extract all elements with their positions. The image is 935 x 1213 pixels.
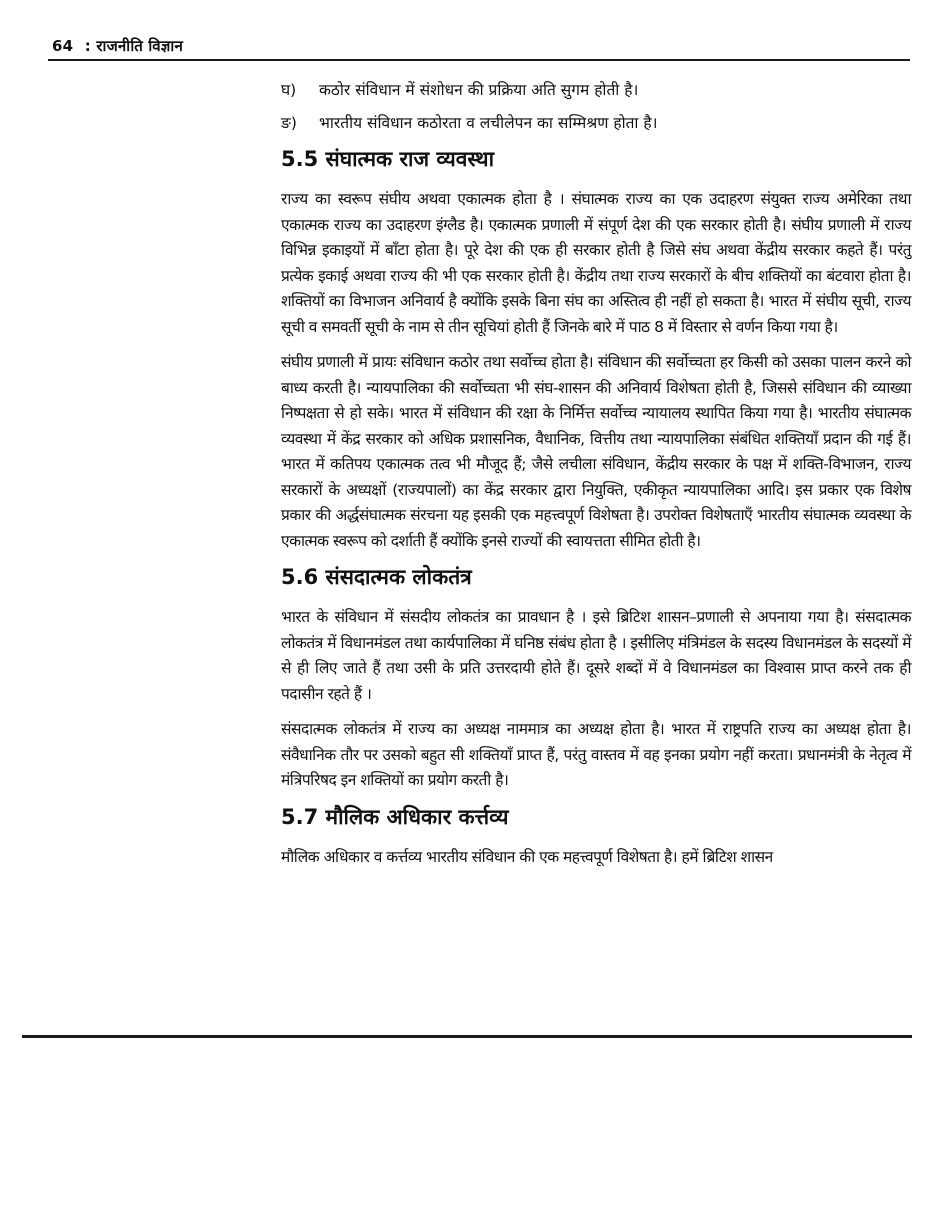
section-heading-5-5: 5.5 संघात्मक राज व्यवस्था [281,147,495,171]
list-item [281,113,911,133]
section-heading-5-6: 5.6 संसदात्मक लोकतंत्र [281,565,472,589]
list-text: भारतीय संविधान कठोरता व लचीलेपन का सम्मिश्रण होता है। [319,114,658,132]
page-body [281,80,911,880]
book-title: राजनीति विज्ञान [96,37,184,55]
paragraph: राज्य का स्वरूप संघीय अथवा एकात्मक होता है । संघात्मक राज्य का एक उदाहरण संयुक्त राज्य अमेरिका तथा एकात्मक राज्य का उदाहरण इंग्लैड है। एकात्मक प्रणाली में संपूर्ण देश की एक सरकार होती है। संघीय प्रणाली में राज्य विभिन्न इकाइयों में बाँटा होता है। पूरे देश की एक ही सरकार होती है जिसे संघ अथवा केंद्रीय सरकार कहते हैं। परंतु प्रत्येक इकाई अथवा राज्य की भी एक सरकार होती है। केंद्रीय तथा राज्य सरकारों के बीच शक्तियों का बंटवारा होता है। शक्तियों का विभाजन अनिवार्य है क्योंकि इसके बिना संघ का अस्तित्व ही नहीं हो सकता है। भारत में संघीय सूची, राज्य सूची व समवर्ती सूची के नाम से तीन सूचियां होती हैं जिनके बारे में पाठ 8 में विस्तार से वर्णन किया गया है। [281,190,911,336]
section-heading-5-7: 5.7 मौलिक अधिकार कर्त्तव्य [281,804,509,829]
paragraph: संघीय प्रणाली में प्रायः संविधान कठोर तथा सर्वोच्च होता है। संविधान की सर्वोच्चता हर किसी को उसका पालन करने को बाध्य करती है। न्यायपालिका की सर्वोच्चता भी संघ-शासन की अनिवार्य विशेषता होती है, जिससे संविधान की व्याख्या निष्पक्षता से हो सके। भारत में संविधान की रक्षा के निर्मित्त सर्वोच्च न्यायालय स्थापित किया गया है। भारतीय संघात्मक व्यवस्था में केंद्र सरकार को अधिक प्रशासनिक, वैधानिक, वित्तीय तथा न्यायपालिका संबंधित शक्तियाँ प्रदान की गई हैं। भारत में कतिपय एकात्मक तत्व भी मौजूद हैं; जैसे लचीला संविधान, केंद्रीय सरकार के पक्ष में शक्ति-विभाजन, राज्य सरकारों के अध्यक्षों (राज्यपालों) का केंद्र सरकार द्वारा नियुक्ति, एकीकृत न्यायपालिका आदि। इस प्रकार एक विशेष प्रकार की अर्द्धसंघात्मक संरचना यह इसकी एक महत्त्वपूर्ण विशेषता है। उपरोक्त विशेषताएँ भारतीय संघात्मक व्यवस्था के एकात्मक स्वरूप को दर्शाती हैं क्योंकि इनसे राज्यों की स्वायत्तता सीमित होती है। [281,353,911,550]
header-rule [48,59,910,61]
page-number: 64 [52,37,74,55]
list-text: कठोर संविधान में संशोधन की प्रक्रिया अति सुगम होती है। [319,81,639,99]
paragraph: भारत के संविधान में संसदीय लोकतंत्र का प्रावधान है । इसे ब्रिटिश शासन–प्रणाली से अपनाया गया है। संसदात्मक लोकतंत्र में विधानमंडल तथा कार्यपालिका में घनिष्ठ संबंध होता है । इसीलिए मंत्रिमंडल के सदस्य विधानमंडल के सदस्यों में से ही लिए जाते हैं तथा उसी के प्रति उत्तरदायी होते हैं। दूसरे शब्दों में वे विधानमंडल का विश्वास प्राप्त करने तक ही पदासीन रहते हैं । [281,608,911,703]
header-separator: : [84,37,91,55]
paragraph: मौलिक अधिकार व कर्त्तव्य भारतीय संविधान की एक महत्त्वपूर्ण विशेषता है। हमें ब्रिटिश शासन [281,847,773,866]
list-marker: घ) [281,81,297,99]
list-item [281,80,911,100]
paragraph: संसदात्मक लोकतंत्र में राज्य का अध्यक्ष नाममात्र का अध्यक्ष होता है। भारत में राष्ट्रपति राज्य का अध्यक्ष होता है। संवैधानिक तौर पर उसको बहुत सी शक्तियाँ प्राप्त हैं, परंतु वास्तव में वह इनका प्रयोग नहीं करता। प्रधानमंत्री के नेतृत्व में मंत्रिपरिषद इन शक्तियों का प्रयोग करती है। [281,720,911,789]
footer-rule [22,1035,912,1038]
list-marker: ङ) [281,114,297,132]
running-header [52,36,183,56]
